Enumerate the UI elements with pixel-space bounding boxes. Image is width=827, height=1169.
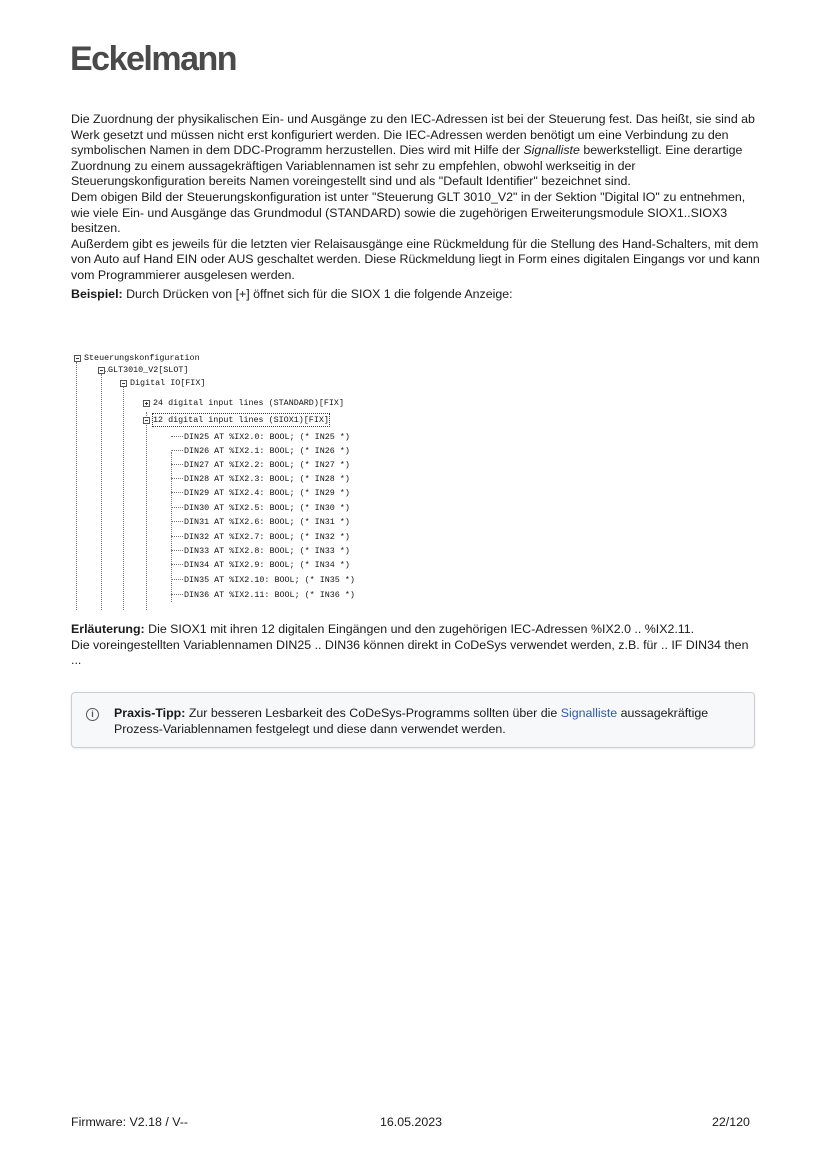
explanation <box>71 622 761 669</box>
tip-text <box>114 706 734 737</box>
practice-tip-box <box>71 692 755 748</box>
footer-page-number: 22/120 <box>712 1115 750 1129</box>
example-label: Beispiel: <box>71 286 123 301</box>
footer-date: 16.05.2023 <box>380 1115 443 1129</box>
explanation-text: Die SIOX1 mit ihren 12 digitalen Eingängen und den zugehörigen IEC-Adressen %IX2.0 .. %IX2.11. <box>144 622 695 636</box>
tree-leaf[interactable]: DIN30 AT %IX2.5: BOOL; (* IN30 *) <box>184 503 350 513</box>
tree-leaf[interactable]: DIN25 AT %IX2.0: BOOL; (* IN25 *) <box>184 432 350 442</box>
tree-leaf[interactable]: DIN29 AT %IX2.4: BOOL; (* IN29 *) <box>184 488 350 498</box>
tree-siox1[interactable]: 12 digital input lines (SIOX1)[FIX] <box>153 415 329 425</box>
tree-leaf[interactable]: DIN35 AT %IX2.10: BOOL; (* IN35 *) <box>184 575 355 585</box>
body-text <box>71 112 761 302</box>
tip-label: Praxis-Tipp: <box>114 706 186 720</box>
example-text: Durch Drücken von [+] öffnet sich für die SIOX 1 die folgende Anzeige: <box>122 286 513 301</box>
tree-standard[interactable]: 24 digital input lines (STANDARD)[FIX] <box>153 398 344 408</box>
collapse-toggle-icon[interactable] <box>74 355 81 362</box>
tip-text-part: aussagekräftige Prozess-Variablennamen festgelegt und diese dann verwendet werden. <box>114 706 709 736</box>
tree-leaf[interactable]: DIN26 AT %IX2.1: BOOL; (* IN26 *) <box>184 446 350 456</box>
tip-text-part: Zur besseren Lesbarkeit des CoDeSys-Programms sollten über die <box>185 706 561 720</box>
tree-slot[interactable]: GLT3010_V2[SLOT] <box>108 365 189 375</box>
explanation-paragraph <box>71 622 761 638</box>
collapse-toggle-icon[interactable] <box>120 380 127 387</box>
paragraph-text: Die Zuordnung der physikalischen Ein- und Ausgänge zu den IEC-Adressen ist bei der Steuerung fest. Das heißt, sie sind ab Werk gesetzt und müssen nicht erst konfiguriert werden. Die IEC-Adressen werden benötigt um eine Verbindung zu den symbolischen Namen in dem DDC-Programm herzustellen. Dies wird mit Hilfe der <box>71 112 755 158</box>
paragraph-assignment <box>71 112 761 190</box>
footer-firmware: Firmware: V2.18 / V-- <box>71 1115 189 1129</box>
tree-leaf[interactable]: DIN36 AT %IX2.11: BOOL; (* IN36 *) <box>184 590 355 600</box>
explanation-label: Erläuterung: <box>71 622 145 636</box>
signalliste-emphasis: Signalliste <box>523 143 580 158</box>
collapse-toggle-icon[interactable] <box>98 367 105 374</box>
paragraph-configuration: Dem obigen Bild der Steuerungskonfiguration ist unter "Steuerung GLT 3010_V2" in der Sektion "Digital IO" zu entnehmen, wie viele Ein- und Ausgänge das Grundmodul (STANDARD) sowie die zugehörigen Erweiterungsmodule SIOX1..SIOX3 besitzen. <box>71 189 746 236</box>
info-icon: i <box>86 708 99 721</box>
paragraph-example <box>71 287 761 303</box>
expand-toggle-icon[interactable] <box>143 400 150 407</box>
tree-leaf[interactable]: DIN34 AT %IX2.9: BOOL; (* IN34 *) <box>184 560 350 570</box>
paragraph-text: bewerkstelligt. Eine derartige Zuordnung zu einem aussagekräftigen Variablennamen ist sehr zu empfehlen, obwohl werkseitig in der Steuerungskonfiguration bereits Namen voreingestellt sind und als "Default Identifier" bezeichnet sind. <box>71 143 743 189</box>
collapse-toggle-icon[interactable] <box>143 417 150 424</box>
tree-root[interactable]: Steuerungskonfiguration <box>84 353 200 363</box>
tree-digital-io[interactable]: Digital IO[FIX] <box>130 378 206 388</box>
tree-leaf[interactable]: DIN27 AT %IX2.2: BOOL; (* IN27 *) <box>184 460 350 470</box>
tree-leaf[interactable]: DIN33 AT %IX2.8: BOOL; (* IN33 *) <box>184 546 350 556</box>
paragraph-feedback: Außerdem gibt es jeweils für die letzten vier Relaisausgänge eine Rückmeldung für die Stellung des Hand-Schalters, mit dem von Auto auf Hand EIN oder AUS geschaltet werden. Diese Rückmeldung liegt in Form eines digitalen Eingangs vor und kann vom Programmierer ausgelesen werden. <box>71 236 760 282</box>
configuration-tree <box>74 352 434 610</box>
explanation-paragraph-2: Die voreingestellten Variablennamen DIN25 .. DIN36 können direkt in CoDeSys verwendet werden, z.B. für .. IF DIN34 then ... <box>71 637 749 668</box>
tree-leaf[interactable]: DIN32 AT %IX2.7: BOOL; (* IN32 *) <box>184 532 350 542</box>
eckelmann-logo: Eckelmann <box>70 40 237 78</box>
tree-leaf[interactable]: DIN28 AT %IX2.3: BOOL; (* IN28 *) <box>184 474 350 484</box>
signalliste-link[interactable]: Signalliste <box>560 706 618 720</box>
tree-leaf[interactable]: DIN31 AT %IX2.6: BOOL; (* IN31 *) <box>184 517 350 527</box>
